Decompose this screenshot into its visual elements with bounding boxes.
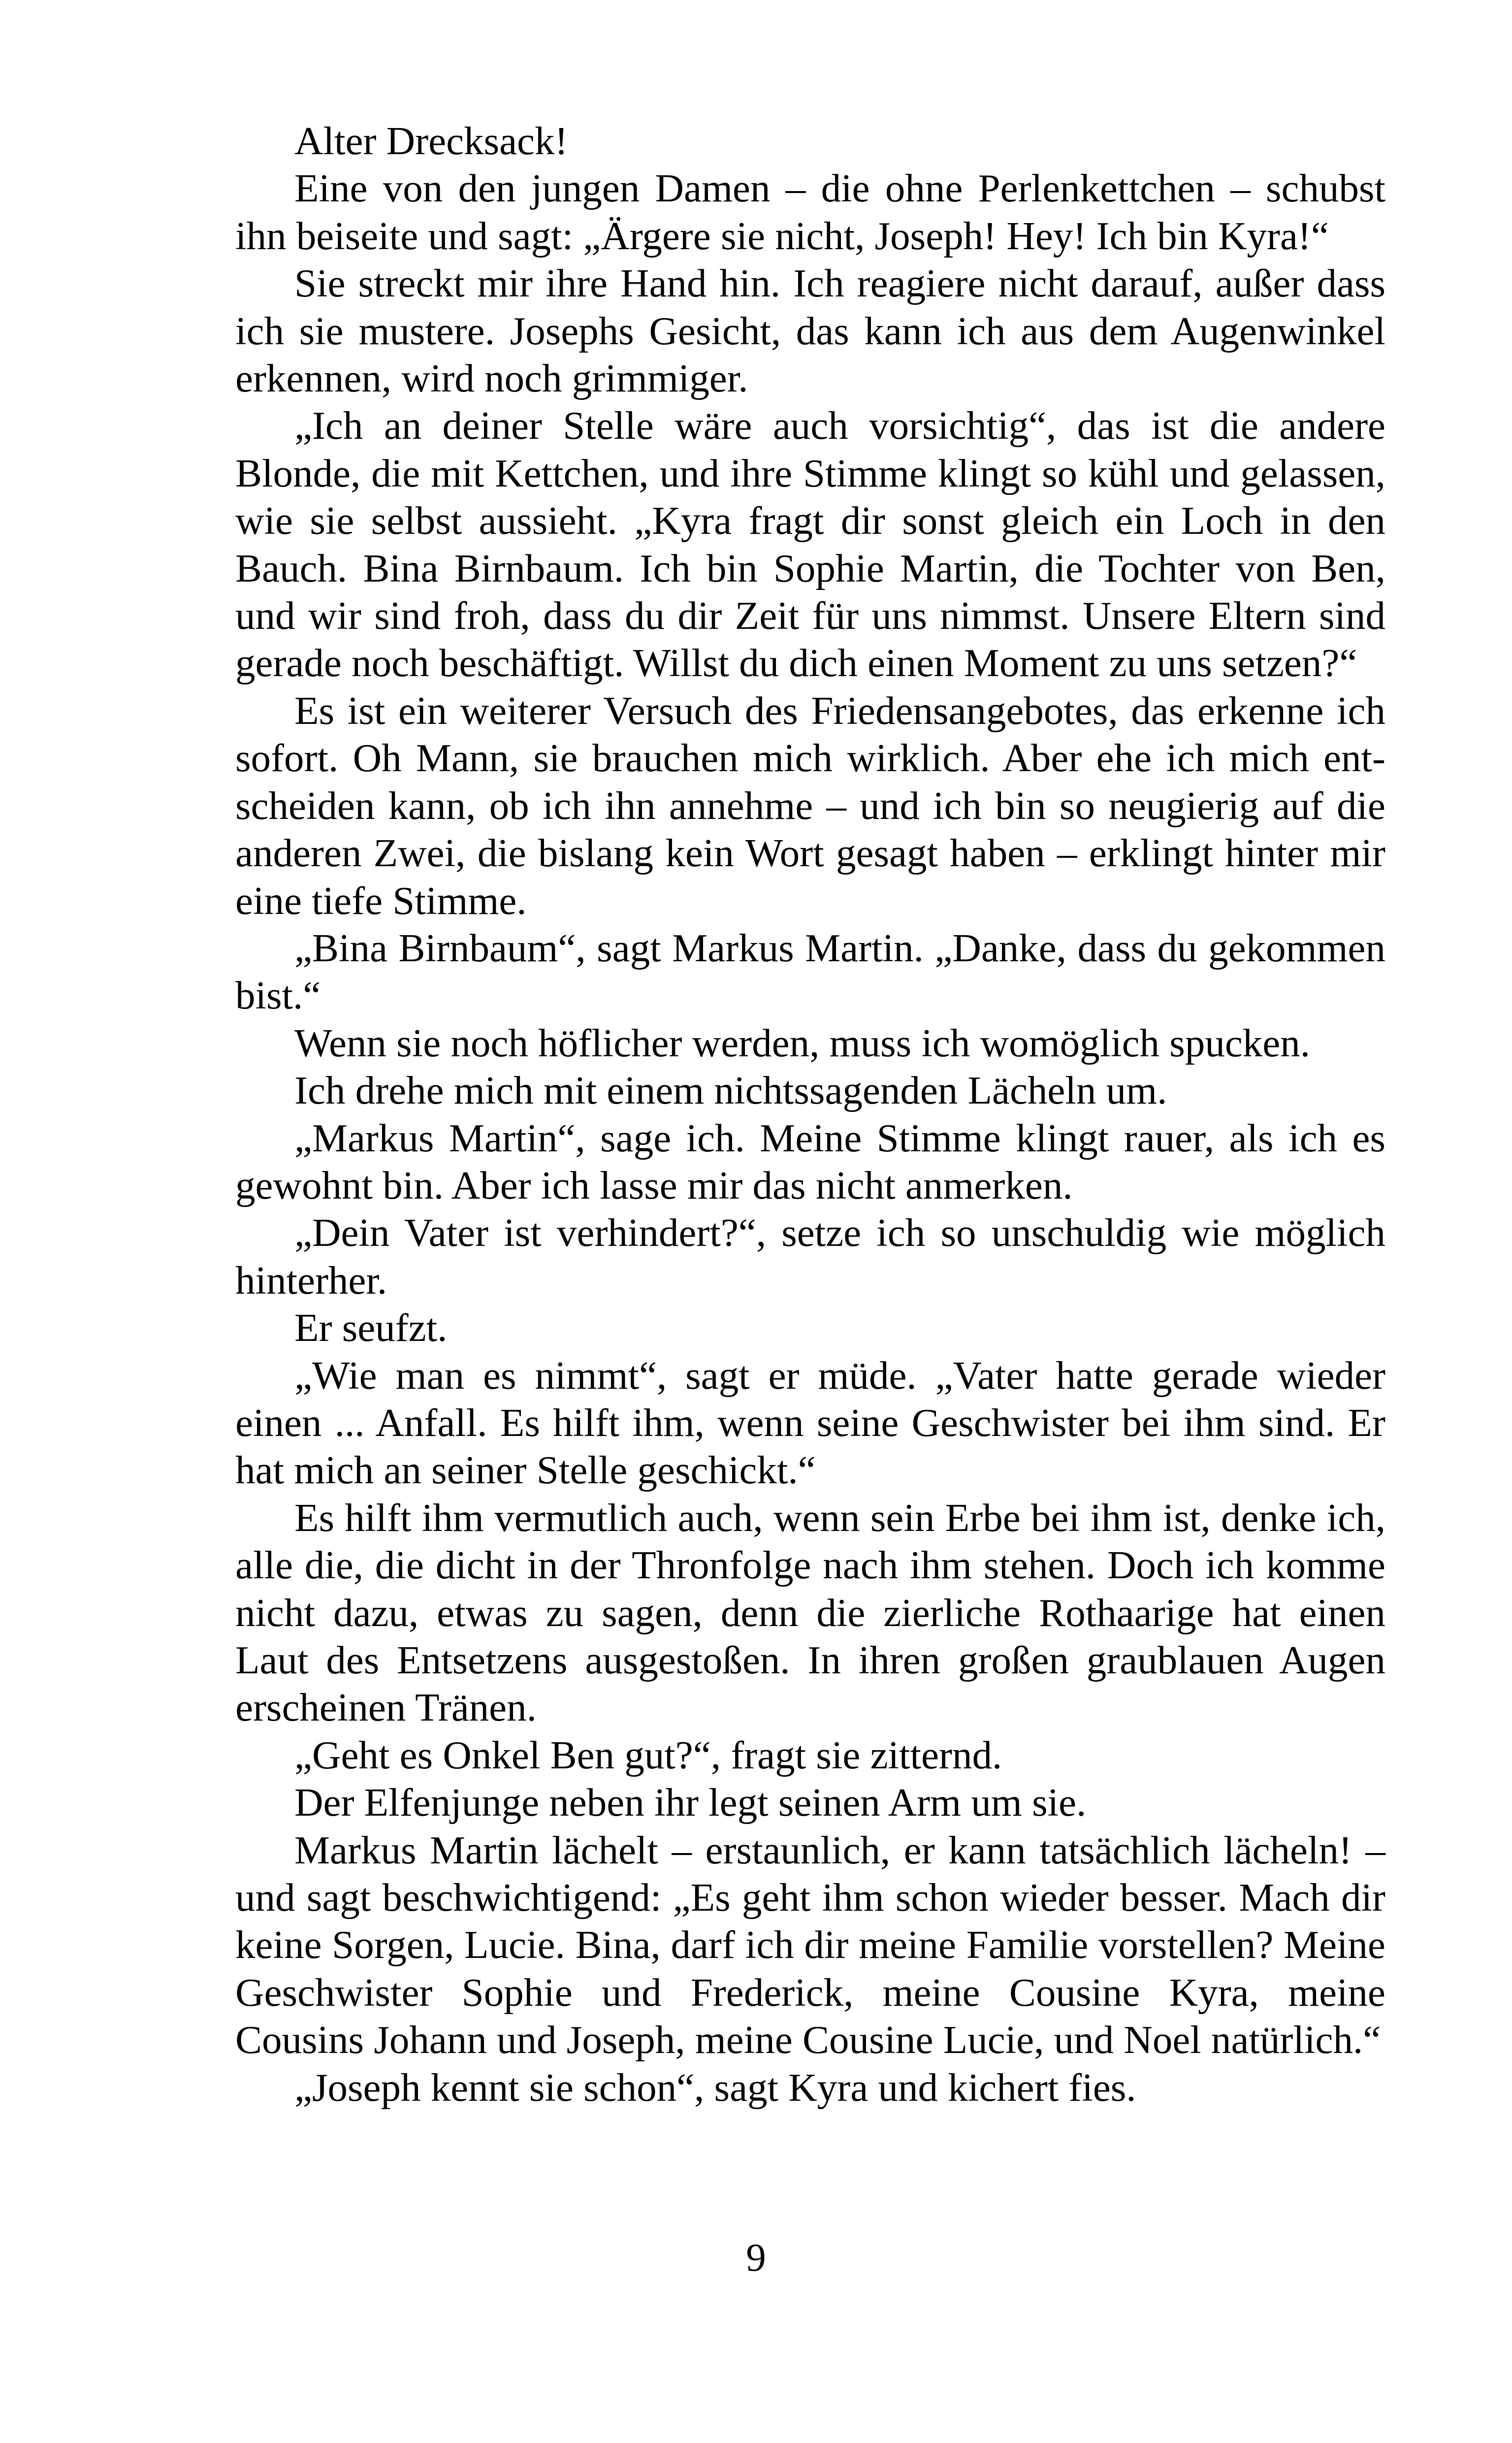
paragraph: Markus Martin lächelt – erstaunlich, er kann tatsächlich lächeln! – und sagt beschwichtigend: „Es geht ihm schon wieder besser. Mach dir keine Sorgen, Lucie. Bina, darf ich dir meine Familie vorstellen? Meine Geschwister Sophie und Frederick, meine Cousine Kyra, meine Cousins Johann und Joseph, meine Cousine Lucie, und Noel natürlich.“ bbox=[235, 1827, 1385, 2062]
paragraph: „Ich an deiner Stelle wäre auch vorsichtig“, das ist die andere Blonde, die mit Kettchen, und ihre Stimme klingt so kühl und gelassen, wie sie selbst aussieht. „Kyra fragt dir sonst gleich ein Loch in den Bauch. Bina Birnbaum. Ich bin Sophie Martin, die Tochter von Ben, und wir sind froh, dass du dir Zeit für uns nimmst. Unsere Eltern sind gerade noch beschäftigt. Willst du dich einen Moment zu uns setzen?“ bbox=[235, 403, 1385, 685]
paragraph: „Geht es Onkel Ben gut?“, fragt sie zitternd. bbox=[294, 1732, 1002, 1777]
paragraph: Es hilft ihm vermutlich auch, wenn sein Erbe bei ihm ist, denke ich, alle die, die dicht in der Thronfolge nach ihm stehen. Doch ich komme nicht dazu, etwas zu sagen, denn die zierliche Rothaarige hat einen Laut des Entsetzens ausgestoßen. In ihren großen graublauen Augen erscheinen Tränen. bbox=[235, 1495, 1385, 1730]
paragraph: „Wie man es nimmt“, sagt er müde. „Vater hatte gerade wieder einen ... Anfall. Es hilft ihm, wenn seine Geschwister bei ihm sind. Er hat mich an seiner Stelle geschickt.“ bbox=[235, 1353, 1385, 1493]
paragraph: Der Elfenjunge neben ihr legt seinen Arm um sie. bbox=[294, 1780, 1087, 1825]
paragraph: Wenn sie noch höflicher werden, muss ich womöglich spucken. bbox=[294, 1020, 1310, 1065]
paragraph: „Bina Birnbaum“, sagt Markus Martin. „Danke, dass du gekommen bist.“ bbox=[235, 925, 1385, 1018]
paragraph: Ich drehe mich mit einem nichtssagenden Lächeln um. bbox=[294, 1068, 1167, 1113]
paragraph: Sie streckt mir ihre Hand hin. Ich reagiere nicht darauf, außer dass ich sie mustere. Josephs Gesicht, das kann ich aus dem Augenwinkel erkennen, wird noch grimmiger. bbox=[235, 261, 1385, 401]
paragraph: „Dein Vater ist verhindert?“, setze ich so unschuldig wie möglich hinterher. bbox=[235, 1210, 1385, 1303]
paragraph: Er seufzt. bbox=[294, 1305, 448, 1350]
paragraph: Eine von den jungen Damen – die ohne Perlenkettchen – schubst ihn beiseite und sagt: „Ärgere sie nicht, Joseph! Hey! Ich bin Kyra!“ bbox=[235, 166, 1385, 258]
page-number: 9 bbox=[746, 2235, 766, 2280]
paragraph: „Joseph kennt sie schon“, sagt Kyra und kichert fies. bbox=[294, 2065, 1136, 2110]
body-text bbox=[235, 117, 1385, 2111]
paragraph: Alter Drecksack! bbox=[294, 119, 568, 163]
paragraph: „Markus Martin“, sage ich. Meine Stimme klingt rauer, als ich es gewohnt bin. Aber ich lasse mir das nicht anmerken. bbox=[235, 1115, 1385, 1207]
paragraph: Es ist ein weiterer Versuch des Friedensangebotes, das erkenne ich sofort. Oh Mann, sie brauchen mich wirklich. Aber ehe ich mich entscheiden kann, ob ich ihn annehme – und ich bin so neugierig auf die anderen Zwei, die bislang kein Wort gesagt haben – erklingt hinter mir eine tiefe Stimme. bbox=[235, 688, 1385, 923]
